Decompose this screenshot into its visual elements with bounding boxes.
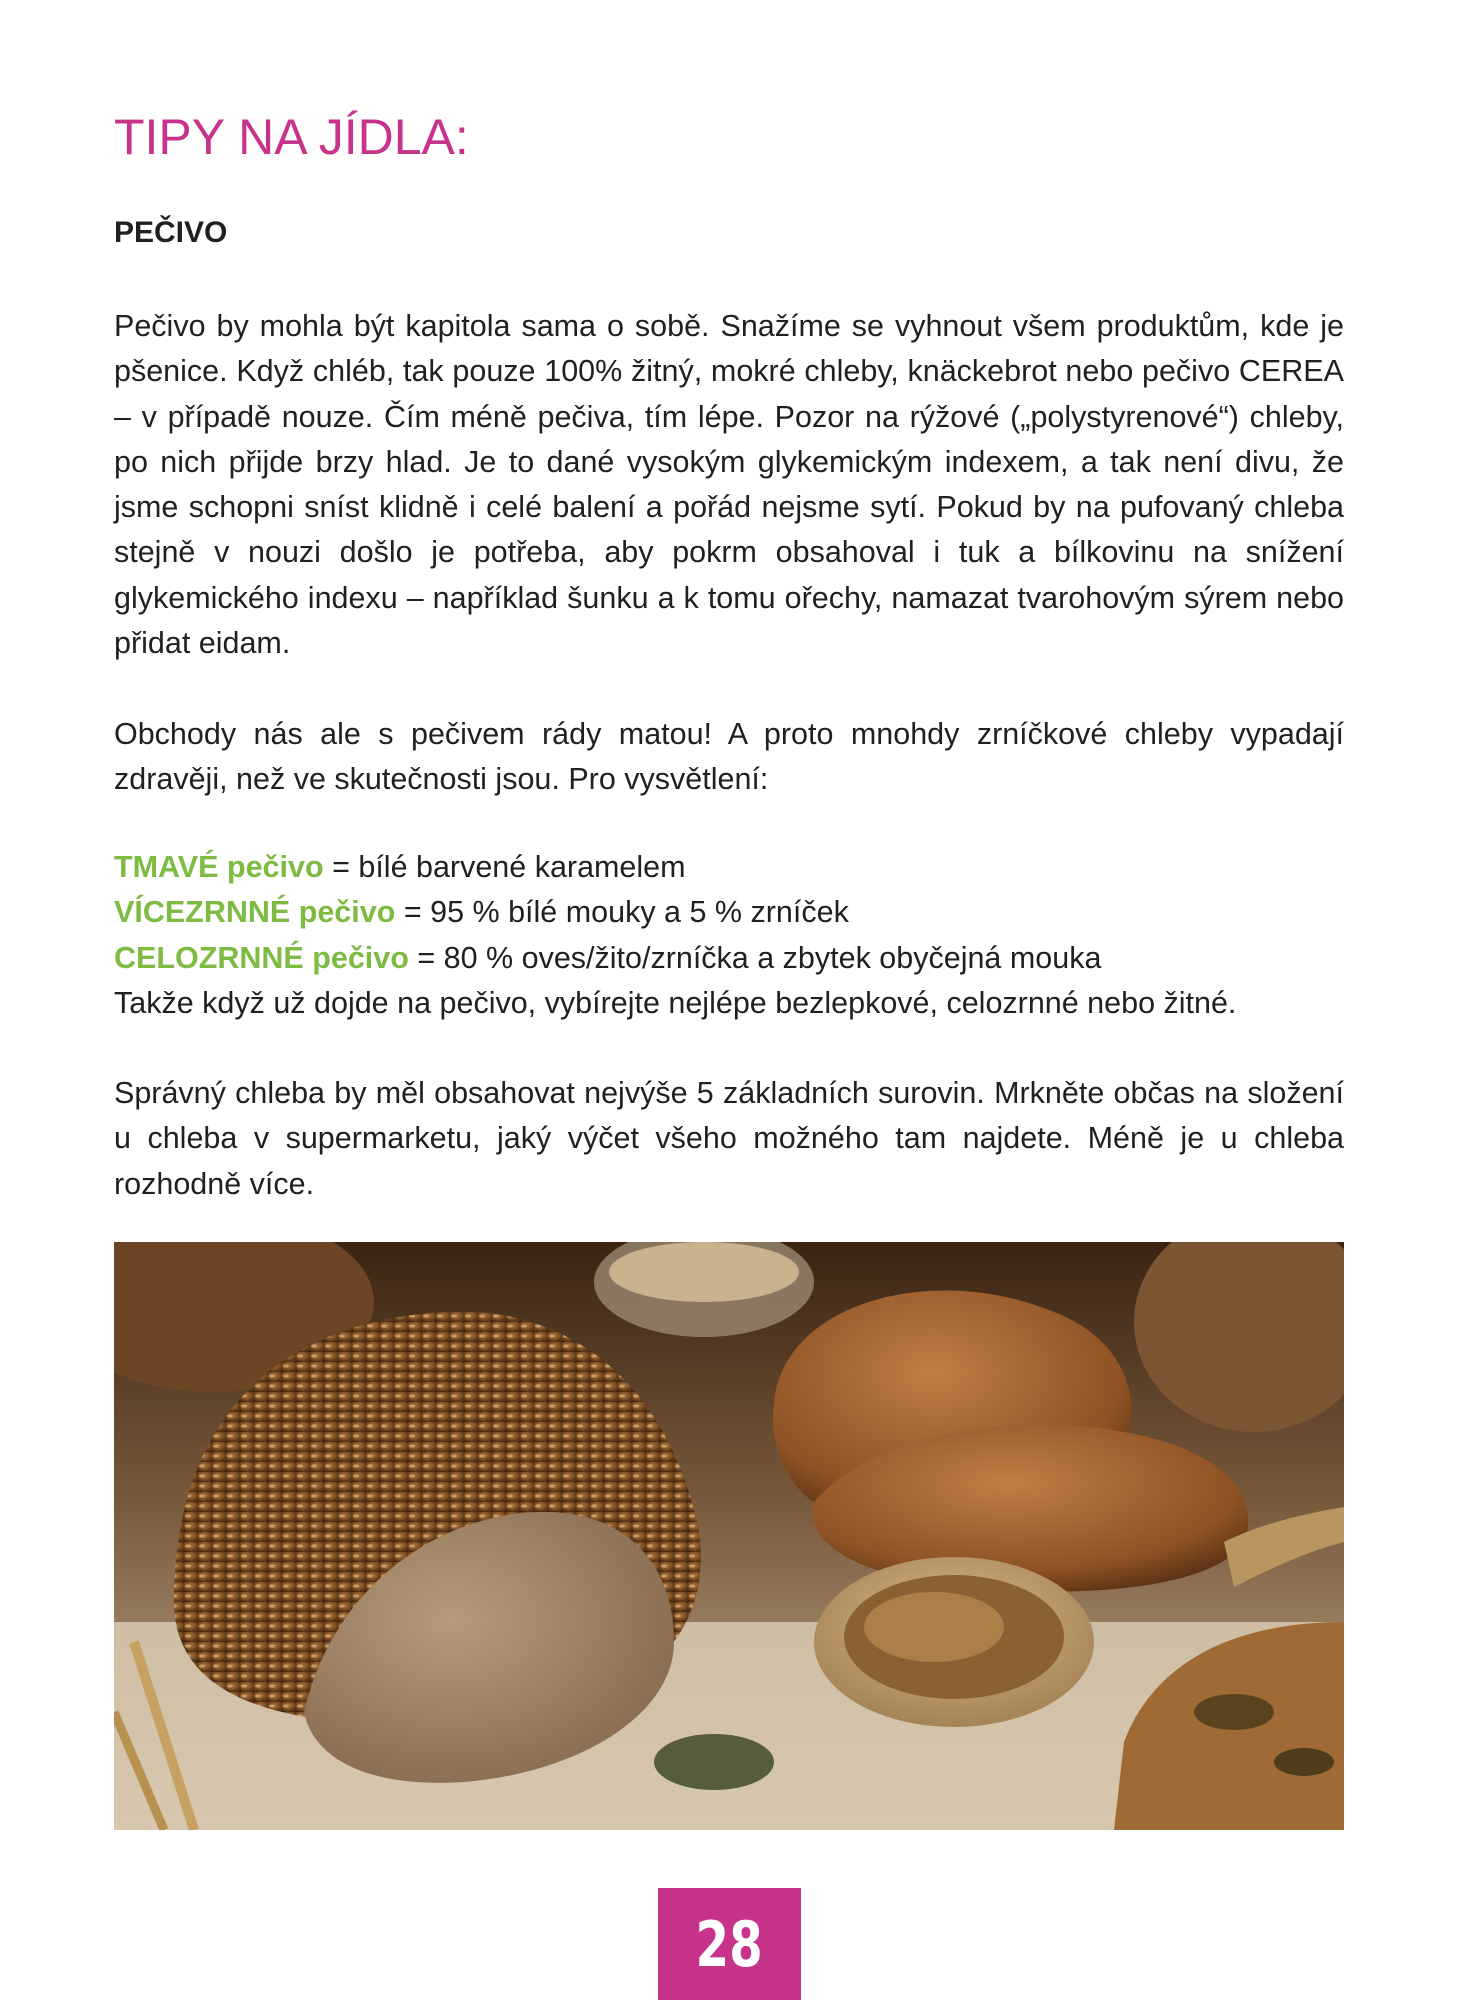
definition-term: VÍCEZRNNÉ pečivo — [114, 895, 396, 930]
definition-wholegrain — [114, 936, 1344, 981]
page-number-badge — [658, 1888, 801, 2000]
definition-term: TMAVÉ pečivo — [114, 850, 324, 884]
definition-multigrain — [114, 890, 1344, 935]
definition-text: = 95 % bílé mouky a 5 % zrníček — [395, 895, 849, 930]
definition-text: = 80 % oves/žito/zrníčka a zbytek obyčejná mouka — [408, 940, 1102, 975]
paragraph-intro: Pečivo by mohla být kapitola sama o sobě. Snažíme se vyhnout všem produktům, kde je pšenice. Když chléb, tak pouze 100% žitný, mokré chleby, knäckebrot nebo pečivo CEREA – v případě nouze. Čím méně pečiva, tím lépe. Pozor na rýžové („polystyrenové“) chleby, po nich přijde brzy hlad. Je to dané vysokým glykemickým indexem, a tak není divu, že jsme schopni sníst klidně i celé balení a pořád nejsme sytí. Pokud by na pufovaný chleba stejně v nouzi došlo je potřeba, aby pokrm obsahoval i tuk a bílkovinu na snížení glykemického indexu – například šunku a k tomu ořechy, namazat tvarohovým sýrem nebo přidat eidam. — [114, 309, 1344, 661]
page-title: TIPY NA JÍDLA: — [114, 109, 469, 165]
definition-term: CELOZRNNÉ pečivo — [114, 940, 409, 975]
definition-text: = bílé barvené karamelem — [323, 850, 686, 884]
bread-photo — [114, 1242, 1344, 1830]
closing-line: Takže když už dojde na pečivo, vybírejte nejlépe bezlepkové, celozrnné nebo žitné. — [114, 985, 1237, 1020]
section-heading: PEČIVO — [114, 216, 228, 249]
paragraph-shops: Obchody nás ale s pečivem rády matou! A proto mnohdy zrníčkové chleby vypadají zdravěji, než ve skutečnosti jsou. Pro vysvětlení: — [114, 717, 1344, 797]
definition-dark — [114, 845, 1344, 890]
bread-definitions — [114, 845, 1344, 1026]
paragraph-ingredients: Správný chleba by měl obsahovat nejvýše 5 základních surovin. Mrkněte občas na složení u chleba v supermarketu, jaký výčet všeho možného tam najdete. Méně je u chleba rozhodně více. — [114, 1076, 1344, 1201]
page-number: 28 — [695, 1907, 764, 1981]
